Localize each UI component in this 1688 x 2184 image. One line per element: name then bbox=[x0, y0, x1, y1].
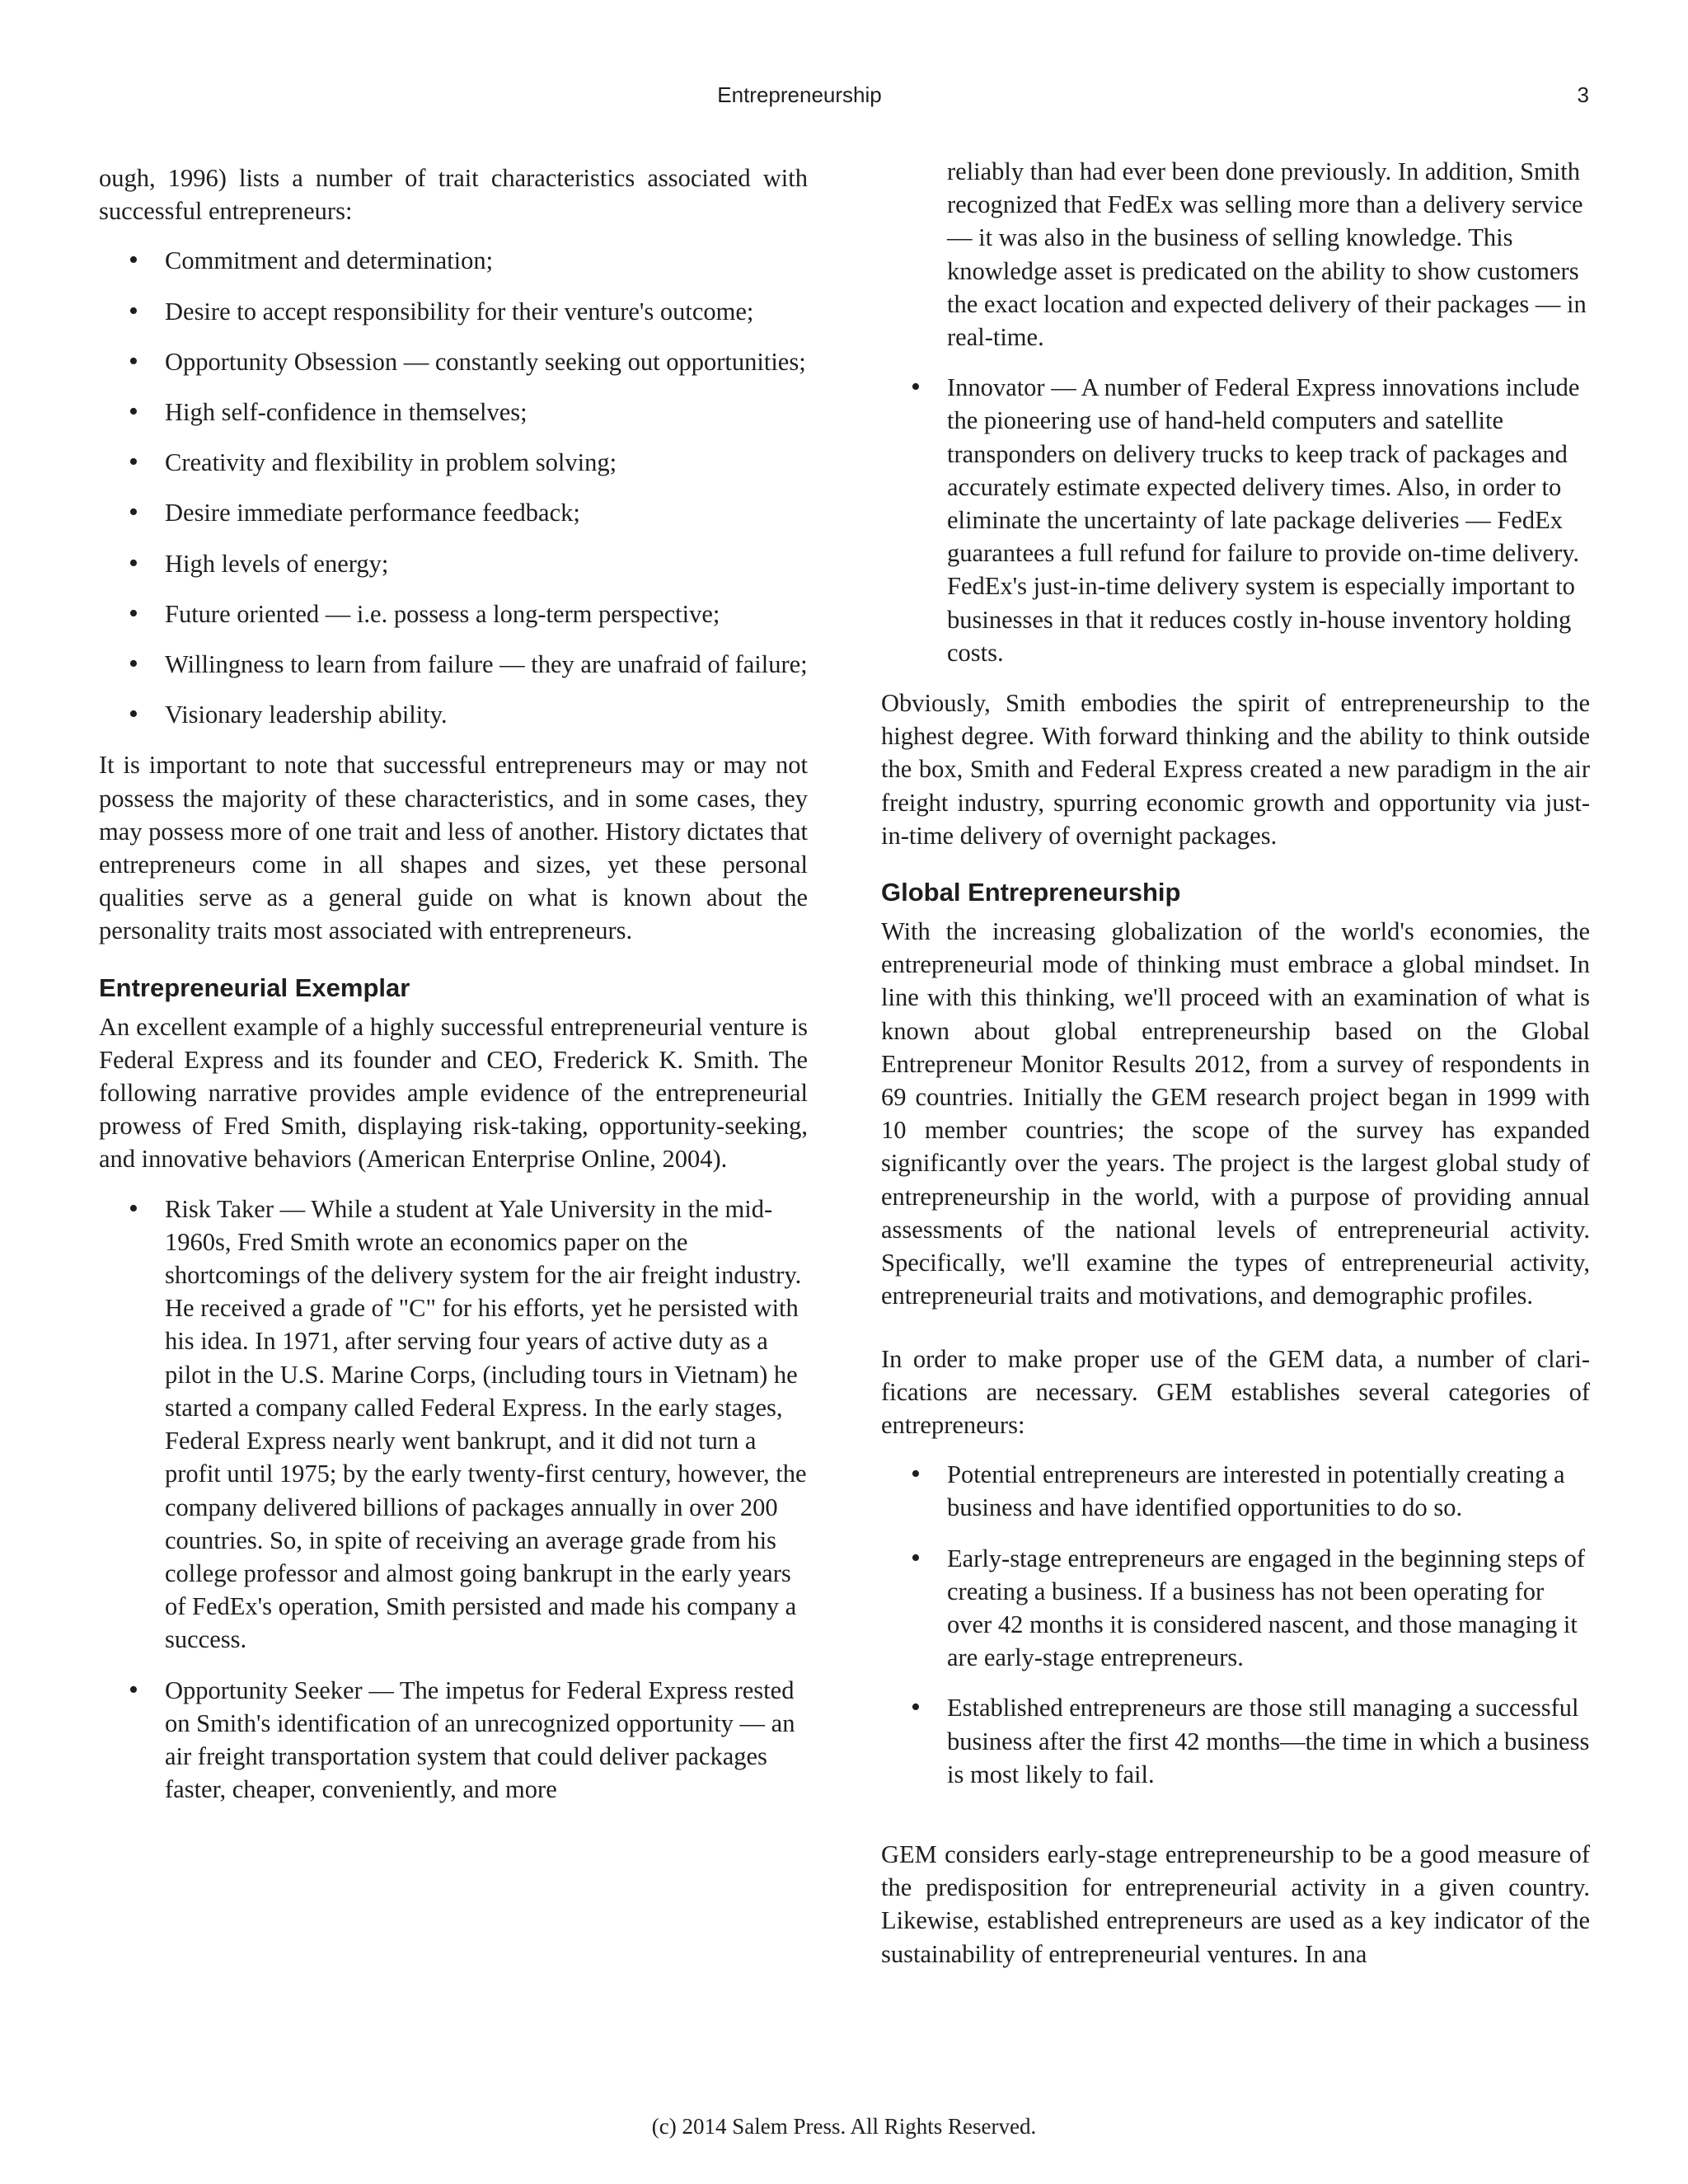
note-paragraph: It is important to note that successful entrepreneurs may or may not possess the majority of these characteristics, and in some cases, they may possess more of one trait and less of another. History dictates that entrepreneurs come in all shapes and sizes, yet these personal qualities serve as a general guide on what is known about the personality traits most associated with entrepreneurs. bbox=[99, 751, 808, 945]
considers-paragraph: GEM considers early-stage entrepreneurship to be a good measure of the predisposition for entrepreneurial activity in a given country. Likewise, established entrepreneurs are used as a key indicator of the sustainability of entrepreneurial ventures. In ana bbox=[881, 1840, 1590, 1968]
list-item: • Willingness to learn from failure — they are unafraid of failure; bbox=[99, 648, 808, 681]
obviously-paragraph: Obviously, Smith embodies the spirit of entrepreneurship to the highest degree. With forward thinking and the ability to think outside the box, Smith and Federal Express created a new paradigm in the air freight industry, spurring economic growth and opportunity via just-in-time delivery of overnight packages. bbox=[881, 689, 1590, 850]
right-column bbox=[881, 155, 1590, 1971]
list-item: • Creativity and flexibility in problem solving; bbox=[99, 446, 808, 479]
continuation-list bbox=[881, 155, 1590, 669]
list-item: • Potential entrepreneurs are interested in potentially creating a business and have identified opportunities to do so. bbox=[881, 1458, 1590, 1524]
list-item: • Opportunity Seeker — The impetus for Federal Express rested on Smith's identification of an unrecognized opportunity — an air freight transportation system that could deliver packages faster, cheaper, conveniently, and more bbox=[99, 1674, 808, 1807]
list-item: • Future oriented — i.e. possess a long-term perspective; bbox=[99, 598, 808, 630]
list-item: • Innovator — A number of Federal Express innovations include the pioneering use of hand-held computers and satellite transponders on delivery trucks to keep track of packages and accurately estimate expected delivery times. Also, in order to eliminate the uncertainty of late package deliveries — FedEx guarantees a full refund for failure to provide on-time delivery. FedEx's just-in-time delivery system is especially important to businesses in that it reduces costly in-house inventory holding costs. bbox=[881, 371, 1590, 669]
list-item: • Early-stage entrepreneurs are engaged in the beginning steps of creating a business. If a business has not been operating for over 42 months it is considered nascent, and those managing it are early-stage entrepreneurs. bbox=[881, 1542, 1590, 1675]
copyright-footer: (c) 2014 Salem Press. All Rights Reserved. bbox=[651, 2114, 1037, 2139]
traits-list bbox=[99, 244, 808, 731]
page-header bbox=[0, 82, 1688, 115]
intro-paragraph: ough, 1996) lists a number of trait characteristics associated with successful entrepreneurs: bbox=[99, 164, 808, 226]
list-item: • Established entrepreneurs are those still managing a successful business after the first 42 months—the time in which a business is most likely to fail. bbox=[881, 1691, 1590, 1791]
list-item: • High self-confidence in themselves; bbox=[99, 396, 808, 429]
running-title: Entrepreneurship bbox=[717, 82, 882, 107]
list-item: • Opportunity Obsession — constantly seeking out opportunities; bbox=[99, 345, 808, 378]
list-item: • Desire immediate performance feedback; bbox=[99, 496, 808, 529]
list-item: • Commitment and determination; bbox=[99, 244, 808, 277]
section-heading-exemplar: Entrepreneurial Exemplar bbox=[99, 972, 410, 1002]
list-item: • Risk Taker — While a student at Yale University in the mid-1960s, Fred Smith wrote an economics paper on the shortcomings of the delivery system for the air freight industry. He received a grade of "C" for his efforts, yet he persisted with his idea. In 1971, after serving four years of active duty as a pilot in the U.S. Marine Corps, (including tours in Vietnam) he started a company called Federal Express. In the early stages, Federal Express nearly went bankrupt, and it did not turn a profit until 1975; by the early twenty-first century, however, the company delivered billions of packages annually in over 200 countries. So, in spite of receiving an average grade from his college professor and almost going bankrupt in the early years of FedEx's operation, Smith persisted and made his company a success. bbox=[99, 1193, 808, 1657]
exemplar-list bbox=[99, 1193, 808, 1807]
list-item: • Desire to accept responsibility for their venture's outcome; bbox=[99, 295, 808, 328]
section-heading-global: Global Entrepreneurship bbox=[881, 878, 1181, 907]
continuation-text: reliably than had ever been done previously. In addition, Smith recognized that FedEx was selling more than a delivery service — it was also in the business of selling knowledge. This knowledge asset is predicated on the ability to show customers the exact location and expected delivery of their packages — in real-time. bbox=[947, 157, 1587, 352]
gem-categories-list bbox=[881, 1458, 1590, 1791]
list-item: • High levels of energy; bbox=[99, 547, 808, 580]
page-number: 3 bbox=[1577, 82, 1589, 107]
list-item: • Visionary leadership ability. bbox=[99, 698, 808, 731]
list-item-continuation bbox=[881, 155, 1590, 354]
exemplar-paragraph: An excellent example of a highly successful entrepreneurial venture is Federal Express and its founder and CEO, Frederick K. Smith. The following narrative provides ample evidence of the entrepreneurial prowess of Fred Smith, displaying risk-taking, opportunity-seeking, and innovative behaviors (American Enterprise Online, 2004). bbox=[99, 1012, 808, 1174]
gem-paragraph: In order to make proper use of the GEM data, a number of clarifications are necessary. GEM establishes several categories of entrepreneurs: bbox=[881, 1344, 1590, 1439]
left-column bbox=[99, 162, 808, 1823]
global-paragraph: With the increasing globalization of the world's economies, the entrepreneurial mode of thinking must embrace a global mindset. In line with this thinking, we'll proceed with an examination of what is known about global entrepreneurship based on the Global Entrepreneur Monitor Results 2012, from a survey of respondents in 69 countries. Initially the GEM research project began in 1999 with 10 member countries; the scope of the survey has expanded significantly over the years. The project is the largest global study of entrepreneurship in the world, with a purpose of providing annual assessments of the national levels of entrepreneurial activity. Specifically, we'll examine the types of entrepreneurial activity, entrepreneurial traits and motivations, and demographic profiles. bbox=[881, 917, 1590, 1310]
